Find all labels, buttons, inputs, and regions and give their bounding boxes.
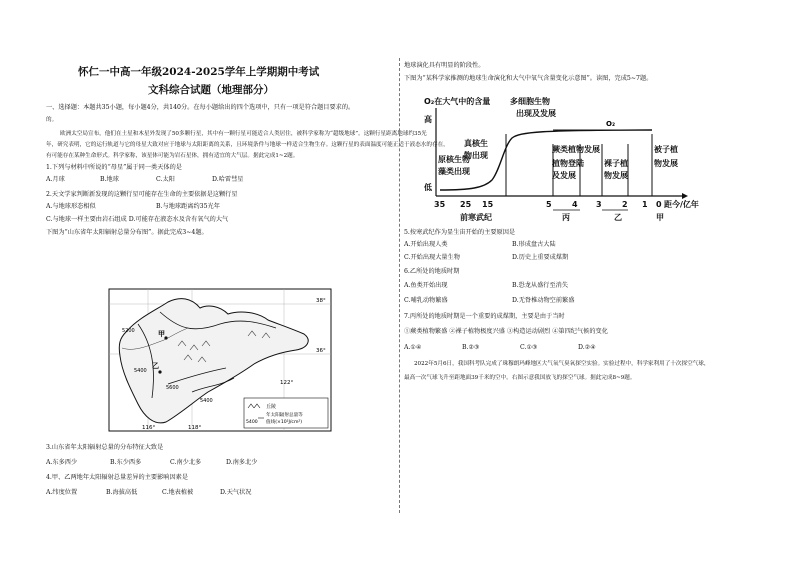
q3-option-d[interactable]: D.南多北少: [226, 459, 258, 466]
x-tick-3: 3: [596, 200, 602, 209]
y-axis-title: O₂在大气中的含量: [424, 97, 491, 106]
mark-bing: 丙: [562, 213, 570, 222]
q6-option-b[interactable]: B.恐龙从盛行至消失: [512, 282, 569, 289]
q5-option-b[interactable]: B.形成盘古大陆: [512, 241, 556, 248]
stage5-line2: 及发展: [552, 171, 576, 180]
stage7-line1: 被子植: [654, 145, 678, 154]
question-6: 6.乙所处的地质时期: [404, 268, 460, 275]
q3-option-a[interactable]: A.东多西少: [46, 459, 78, 466]
o2-label: O₂: [606, 120, 616, 128]
q7-option-d[interactable]: D.②④: [578, 344, 596, 351]
stage2-line1: 真核生: [464, 139, 488, 148]
q4-option-a[interactable]: A.纬度位置: [46, 489, 78, 496]
y-low: 低: [424, 183, 432, 192]
q7-option-a[interactable]: A.①④: [404, 344, 422, 351]
q2-option-b[interactable]: B.与地球距离约35光年: [156, 203, 220, 210]
question-7: 7.丙所处的地质时期是一个重要的成煤期，主要是由于当时: [404, 313, 565, 320]
passage1-line1: 欧洲太空局宣布，他们在土星和木星外发现了50多颗行星，其中有一颗行星可能适合人类居住，被科学家称为“超级地球”。这颗行星距离地球约35光: [60, 131, 427, 137]
q7-option-b[interactable]: B.②③: [462, 344, 480, 351]
question-1: 1.下列与材料中所说的“母星”属于同一类天体的是: [46, 164, 182, 171]
figure-intro: 下图为“某科学家推测的地球生命演化和大气中氧气含量变化示意图”。读图，完成5~7题。: [404, 75, 653, 82]
contour-label-4: 5400: [200, 398, 213, 404]
stage1-line1: 原核生物: [438, 155, 470, 164]
q7-statements: ①蕨类植物繁盛 ②裸子植物极度兴盛 ③构造运动剧烈 ④第四纪气候的变化: [404, 328, 608, 335]
q1-option-a[interactable]: A.月球: [46, 176, 65, 183]
lon-label-118: 118°: [188, 425, 202, 431]
legend-line1: 年太阳辐射总量等: [266, 413, 303, 418]
place-jia: 甲: [158, 330, 165, 338]
x-tick-25: 25: [460, 200, 472, 209]
q3-option-b[interactable]: B.东少西多: [110, 459, 142, 466]
lon-label-122: 122°: [280, 380, 294, 386]
evolution-o2-diagram: [420, 86, 724, 226]
exam-subtitle: 文科综合试题（地理部分）: [148, 84, 274, 96]
q5-option-d[interactable]: D.历史上重要成煤期: [512, 254, 569, 261]
q4-option-d[interactable]: D.天气状况: [220, 489, 252, 496]
right-top-line: 地球演化具有明显的阶段性。: [404, 62, 485, 69]
q1-option-d[interactable]: D.哈雷彗星: [212, 176, 244, 183]
passage2-line1: 2022年5月6日，我国科考队完成了珠穆朗玛峰地区大气氧气臭氧探空实验。实验过程中，科学家利用了十次探空气球，: [414, 361, 710, 367]
passage1-line2: 年，研究表明，它的运行轨道与它的母星大致对应于地球与太阳距离的关系，且环境条件与地球一样适合生物生存。这颗行星的表面温度可能正适于液态水的存在，: [46, 142, 449, 148]
q5-option-a[interactable]: A.开始出现人类: [404, 241, 448, 248]
question-2: 2.天文学家判断新发现的这颗行星可能存在生命的主要依据是这颗行星: [46, 191, 238, 198]
q6-option-d[interactable]: D.无脊椎动物空前繁盛: [512, 297, 575, 304]
x-tick-0: 0: [656, 200, 662, 209]
passage1-line3: 有可能存在某种生命形式。科学家称，该星体可能为岩石星体，拥有适宜的大气层。据此完成1~2题。: [46, 153, 299, 159]
contour-label-2: 5400: [134, 368, 147, 374]
contour-label-3: 5600: [166, 385, 179, 391]
question-3: 3.山东省年太阳辐射总量的分布特征大致是: [46, 444, 164, 451]
stage5-line1: 植物登陆: [552, 159, 584, 168]
x-tick-2: 2: [622, 200, 628, 209]
x-tick-4: 4: [572, 200, 578, 209]
q2-option-a[interactable]: A.与地球形态相似: [46, 203, 96, 210]
legend-value: 5400: [246, 420, 258, 425]
contour-label-1: 5200: [122, 328, 135, 334]
q4-option-c[interactable]: C.地表植被: [162, 489, 194, 496]
legend-line2: 值线(×10²J/cm²): [266, 420, 303, 425]
lon-label-116: 116°: [142, 425, 156, 431]
stage3-line2: 出现及发展: [516, 109, 556, 118]
mark-jia: 甲: [656, 213, 664, 222]
question-4: 4.甲、乙两地年太阳辐射总量差异的主要影响因素是: [46, 474, 189, 481]
passage2-line2: 最高一次气球飞升至距地面39千米的空中。右图示意我国放飞的探空气球。据此完成8~9题。: [404, 375, 636, 381]
section-header: 一、选择题：本题共35小题，每小题4分，共140分。在每小题给出的四个选项中，只有一项是符合题目要求的。: [46, 104, 355, 111]
q1-option-b[interactable]: B.地球: [100, 176, 119, 183]
q4-option-b[interactable]: B.海拔高低: [106, 489, 138, 496]
lat-label-36: 36°: [316, 348, 326, 354]
q7-option-c[interactable]: C.①③: [520, 344, 538, 351]
x-tick-5: 5: [546, 200, 552, 209]
stage6-line2: 物发展: [604, 171, 628, 180]
x-tick-15: 15: [482, 200, 494, 209]
stage1-line2: 藻类出现: [438, 167, 470, 176]
stage4-line1: 蕨类植物发展: [552, 145, 600, 154]
stage6-line1: 裸子植: [604, 159, 628, 168]
place-yi: 乙: [152, 362, 159, 370]
stage2-line2: 物出现: [464, 151, 488, 160]
q5-option-c[interactable]: C.开始出现大量生物: [404, 254, 460, 261]
q1-option-c[interactable]: C.太阳: [156, 176, 175, 183]
q2-option-cd[interactable]: C.与地球一样主要由岩石组成 D.可能存在液态水及含有氧气的大气: [46, 216, 229, 223]
legend-title: 丘陵: [266, 404, 277, 410]
stage3-line1: 多细胞生物: [510, 97, 550, 106]
map-intro: 下图为“山东省年太阳辐射总量分布图”。据此完成3~4题。: [46, 229, 208, 236]
question-5: 5.按寒武纪作为显生宙开始的主要原因是: [404, 229, 516, 236]
x-tick-35: 35: [434, 200, 446, 209]
y-high: 高: [424, 115, 432, 124]
lat-label-38: 38°: [316, 298, 326, 304]
shandong-radiation-map: [108, 288, 332, 432]
cambrian-label: 前寒武纪: [460, 213, 492, 222]
q6-option-c[interactable]: C.哺乳动物繁盛: [404, 297, 448, 304]
mark-yi: 乙: [614, 213, 622, 222]
x-unit: 距今/亿年: [664, 200, 699, 209]
column-divider: [399, 58, 400, 513]
x-tick-1: 1: [642, 200, 648, 209]
stage7-line2: 物发展: [654, 159, 678, 168]
exam-title: 怀仁一中高一年级2024-2025学年上学期期中考试: [78, 66, 320, 78]
q3-option-c[interactable]: C.南少北多: [170, 459, 202, 466]
q6-option-a[interactable]: A.鱼类开始出现: [404, 282, 448, 289]
